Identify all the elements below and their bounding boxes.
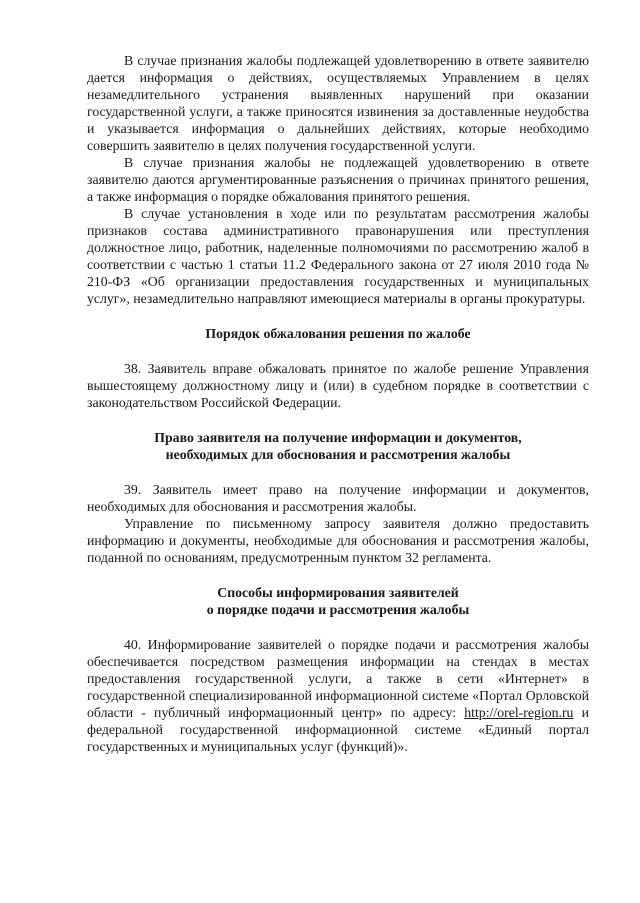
orel-region-link[interactable]: http://orel-region.ru <box>464 705 574 720</box>
heading-right-to-information-line2: необходимых для обоснования и рассмотрения жалобы <box>165 447 511 462</box>
paragraph-40-text-start: 40. Информирование заявителей о порядке подачи и рассмотрения жалобы обеспечивается посредством размещения информации на стендах в местах предоставления государственной услуги, а также в сети «Интернет» в государственной специализированной информационной системе «Портал Орловской области - публичный информационный центр» по адресу: <box>87 637 589 720</box>
paragraph-40-text-end: и федеральной государственной информационной системе «Единый портал государственных и муниципальных услуг (функций)». <box>87 705 589 754</box>
heading-informing-methods-line1: Способы информирования заявителей <box>217 585 459 600</box>
heading-appeal-procedure: Порядок обжалования решения по жалобе <box>205 326 471 341</box>
heading-right-to-information <box>87 429 589 463</box>
paragraph-39-request: Управление по письменному запросу заявителя должно предоставить информацию и документы, необходимые для обоснования и рассмотрения жалобы, поданной по основаниям, предусмотренным пунктом 32 регламента. <box>87 516 589 565</box>
document-page <box>87 52 589 755</box>
paragraph-38: 38. Заявитель вправе обжаловать принятое по жалобе решение Управления вышестоящему должностному лицу и (или) в судебном порядке в соответствии с законодательством Российской Федерации. <box>87 361 589 410</box>
paragraph-39: 39. Заявитель имеет право на получение информации и документов, необходимых для обоснования и рассмотрения жалобы. <box>87 482 589 514</box>
heading-informing-methods <box>87 584 589 618</box>
heading-informing-methods-line2: о порядке подачи и рассмотрения жалобы <box>206 602 470 617</box>
paragraph-complaint-rejected: В случае признания жалобы не подлежащей удовлетворению в ответе заявителю даются аргументированные разъяснения о причинах принятого решения, а также информация о порядке обжалования принятого решения. <box>87 155 589 204</box>
paragraph-40 <box>87 636 589 755</box>
paragraph-offense-detected: В случае установления в ходе или по результатам рассмотрения жалобы признаков состава административного правонарушения или преступления должностное лицо, работник, наделенные полномочиями по рассмотрению жалоб в соответствии с частью 1 статьи 11.2 Федерального закона от 27 июля 2010 года № 210-ФЗ «Об организации предоставления государственных и муниципальных услуг», незамедлительно направляют имеющиеся материалы в органы прокуратуры. <box>87 206 589 306</box>
heading-right-to-information-line1: Право заявителя на получение информации и документов, <box>154 430 522 445</box>
paragraph-complaint-satisfied: В случае признания жалобы подлежащей удовлетворению в ответе заявителю дается информация о действиях, осуществляемых Управлением в целях незамедлительного устранения выявленных нарушений при оказании государственной услуги, а также приносятся извинения за доставленные неудобства и указывается информация о дальнейших действиях, которые необходимо совершить заявителю в целях получения государственной услуги. <box>87 53 589 153</box>
